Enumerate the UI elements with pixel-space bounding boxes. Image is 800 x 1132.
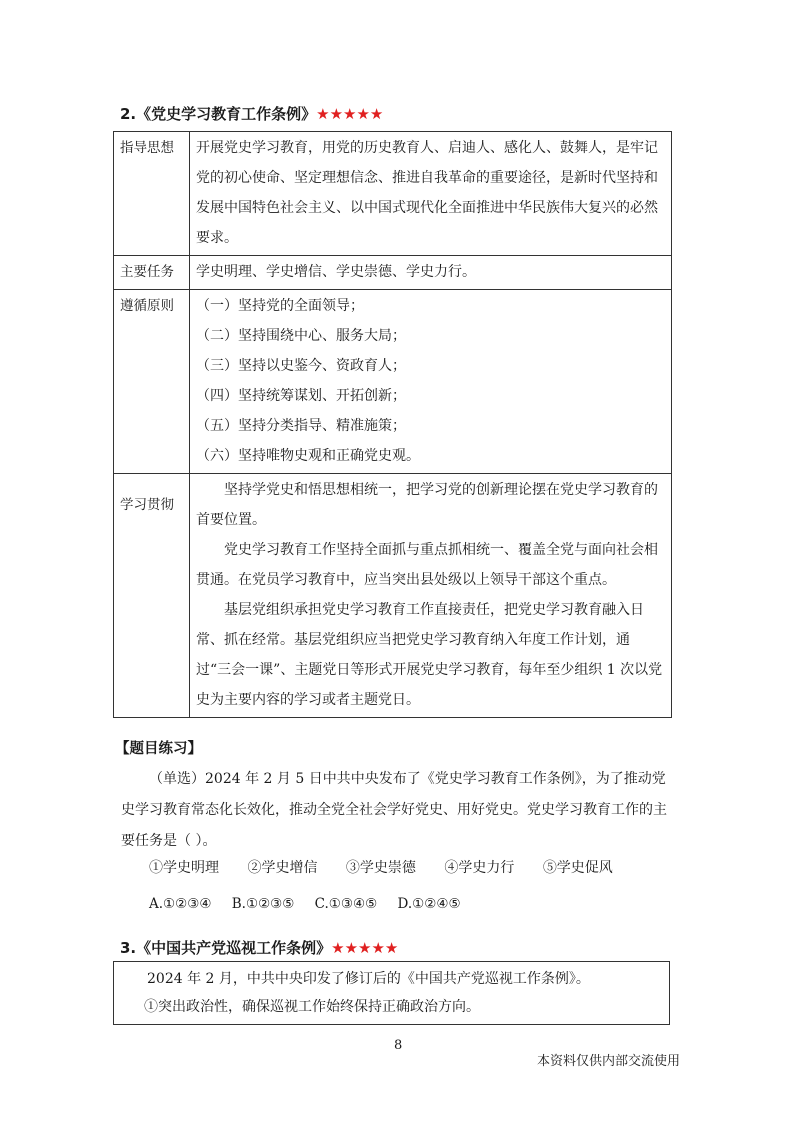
row-content [190,256,672,290]
option-item: ②学史增信 [247,860,318,876]
principle-item: （二）坚持围绕中心、服务大局； [196,328,406,344]
section-3-title-text: 3.《中国共产党巡视工作条例》 [120,939,332,957]
rating-stars: ★★★★★ [331,939,399,957]
paragraph: 开展党史学习教育，用党的历史教育人、启迪人、感化人、鼓舞人，是牢记党的初心使命、坚定理想信念、推进自我革命的重要途径，是新时代坚持和发展中国特色社会主义、以中国式现代化全面推进中华民族伟大复兴的必然要求。 [196,140,658,246]
section-3-title [120,937,398,958]
option-item: ③学史崇德 [345,860,416,876]
principle-item: （六）坚持唯物史观和正确党史观。 [196,448,420,464]
row-content [190,132,672,256]
section-3-box [113,961,670,1025]
principle-item: （四）坚持统筹谋划、开拓创新； [196,388,406,404]
row-content [190,290,672,474]
answer-choice: B.①②③⑤ [231,896,295,912]
paragraph: 2024 年 2 月，中共中央印发了修订后的《中国共产党巡视工作条例》。 [147,971,590,987]
practice-heading: 【题目练习】 [115,741,202,757]
answer-choice: A.①②③④ [149,896,212,912]
table-row [114,290,672,474]
principle-item: （一）坚持党的全面领导； [196,298,364,314]
option-item: ①学史明理 [149,860,219,876]
table-row [114,132,672,256]
row-content [190,474,672,718]
row-label: 遵循原则 [114,290,190,474]
answer-choices [149,896,477,912]
principle-item: （三）坚持以史鉴今、资政育人； [196,358,406,374]
question-text: （单选）2024 年 2 月 5 日中共中央发布了《党史学习教育工作条例》，为了推动党史学习教育常态化长效化，推动全党全社会学好党史、用好党史。党史学习教育工作的主要任务是（ ）。 [121,771,667,849]
page-number: 8 [394,1038,403,1053]
paragraph: 坚持学党史和悟思想相统一，把学习党的创新理论摆在党史学习教育的首要位置。 [196,482,658,528]
rating-stars: ★★★★★ [316,105,384,123]
row-label: 学习贯彻 [114,474,190,718]
regulation-table [113,131,672,718]
table-row [114,474,672,718]
option-list [149,857,637,877]
footer-note: 本资料仅供内部交流使用 [537,1054,681,1069]
paragraph: ①突出政治性，确保巡视工作始终保持正确政治方向。 [144,999,480,1015]
row-label: 指导思想 [114,132,190,256]
section-2-title-text: 2.《党史学习教育工作条例》 [120,105,317,123]
answer-choice: C.①③④⑤ [314,896,378,912]
option-item: ④学史力行 [444,860,515,876]
paragraph: 党史学习教育工作坚持全面抓与重点抓相统一、覆盖全党与面向社会相贯通。在党员学习教育中，应当突出县处级以上领导干部这个重点。 [196,542,658,588]
principle-item: （五）坚持分类指导、精准施策； [196,418,406,434]
section-2-title [120,103,383,124]
paragraph: 学史明理、学史增信、学史崇德、学史力行。 [196,264,476,280]
row-label: 主要任务 [114,256,190,290]
option-item: ⑤学史促风 [542,860,613,876]
paragraph: 基层党组织承担党史学习教育工作直接责任，把党史学习教育融入日常、抓在经常。基层党组织应当把党史学习教育纳入年度工作计划，通过“三会一课”、主题党日等形式开展党史学习教育，每年至少组织 1 次以党史为主要内容的学习或者主题党日。 [196,602,663,708]
answer-choice: D.①②④⑤ [397,896,461,912]
table-row [114,256,672,290]
